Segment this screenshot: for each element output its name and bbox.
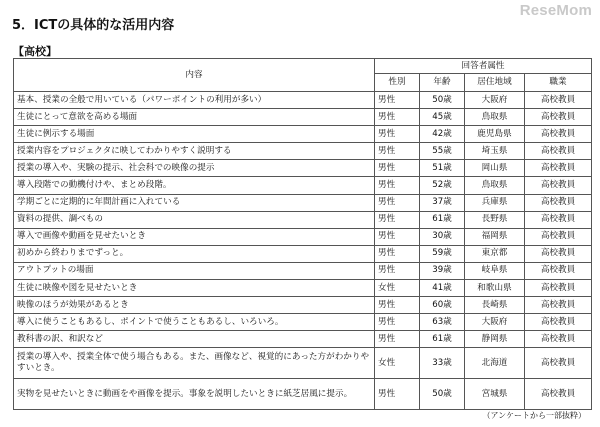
- cell-gender: 男性: [375, 245, 420, 262]
- cell-content: 授業の導入や、授業全体で使う場合もある。また、画像など、視覚的にあった方がわかりやすいとき。: [14, 348, 375, 379]
- cell-job: 高校教員: [525, 211, 592, 228]
- cell-gender: 男性: [375, 143, 420, 160]
- cell-region: 静岡県: [465, 331, 525, 348]
- cell-content: 生徒に例示する場面: [14, 126, 375, 143]
- cell-job: 高校教員: [525, 262, 592, 279]
- cell-gender: 男性: [375, 331, 420, 348]
- cell-job: 高校教員: [525, 92, 592, 109]
- cell-region: 埼玉県: [465, 143, 525, 160]
- cell-age: 41歳: [420, 280, 465, 297]
- cell-gender: 男性: [375, 211, 420, 228]
- cell-gender: 女性: [375, 280, 420, 297]
- table-row: [14, 143, 592, 160]
- cell-gender: 男性: [375, 379, 420, 410]
- cell-age: 60歳: [420, 297, 465, 314]
- table-row: [14, 348, 592, 379]
- table-row: [14, 177, 592, 194]
- table-row: [14, 194, 592, 211]
- cell-content: 資料の提供、調べもの: [14, 211, 375, 228]
- cell-content: 教科書の訳、和訳など: [14, 331, 375, 348]
- cell-content: 生徒に映像や図を見せたいとき: [14, 280, 375, 297]
- cell-region: 鹿児島県: [465, 126, 525, 143]
- table-row: [14, 314, 592, 331]
- cell-gender: 男性: [375, 92, 420, 109]
- cell-age: 50歳: [420, 379, 465, 410]
- cell-content: 基本、授業の全般で用いている（パワーポイントの利用が多い）: [14, 92, 375, 109]
- cell-region: 長崎県: [465, 297, 525, 314]
- cell-age: 51歳: [420, 160, 465, 177]
- cell-content: 導入で画像や動画を見せたいとき: [14, 228, 375, 245]
- cell-age: 61歳: [420, 331, 465, 348]
- cell-job: 高校教員: [525, 143, 592, 160]
- resemom-logo: ReseMom: [519, 2, 592, 19]
- cell-gender: 男性: [375, 297, 420, 314]
- cell-content: 学期ごとに定期的に年間計画に入れている: [14, 194, 375, 211]
- cell-content: 授業内容をプロジェクタに映してわかりやすく説明する: [14, 143, 375, 160]
- cell-job: 高校教員: [525, 331, 592, 348]
- cell-age: 61歳: [420, 211, 465, 228]
- cell-gender: 女性: [375, 348, 420, 379]
- table-row: [14, 92, 592, 109]
- header-age: 年齢: [420, 74, 465, 92]
- cell-content: 導入に使うこともあるし、ポイントで使うこともあるし、いろいろ。: [14, 314, 375, 331]
- cell-job: 高校教員: [525, 348, 592, 379]
- cell-job: 高校教員: [525, 280, 592, 297]
- table-row: [14, 211, 592, 228]
- cell-age: 37歳: [420, 194, 465, 211]
- cell-job: 高校教員: [525, 160, 592, 177]
- cell-job: 高校教員: [525, 109, 592, 126]
- cell-region: 岡山県: [465, 160, 525, 177]
- cell-content: 導入段階での動機付けや、まとめ段階。: [14, 177, 375, 194]
- cell-age: 63歳: [420, 314, 465, 331]
- cell-age: 39歳: [420, 262, 465, 279]
- header-gender: 性別: [375, 74, 420, 92]
- cell-content: 授業の導入や、実験の提示、社会科での映像の提示: [14, 160, 375, 177]
- cell-content: 初めから終わりまでずっと。: [14, 245, 375, 262]
- table-row: [14, 280, 592, 297]
- cell-age: 45歳: [420, 109, 465, 126]
- table-row: [14, 297, 592, 314]
- cell-region: 福岡県: [465, 228, 525, 245]
- subsection-title: 【高校】: [13, 45, 57, 58]
- cell-gender: 男性: [375, 177, 420, 194]
- cell-job: 高校教員: [525, 297, 592, 314]
- table-row: [14, 228, 592, 245]
- header-respondent-attributes: 回答者属性: [375, 59, 592, 74]
- cell-job: 高校教員: [525, 194, 592, 211]
- cell-age: 33歳: [420, 348, 465, 379]
- cell-gender: 男性: [375, 109, 420, 126]
- cell-region: 鳥取県: [465, 109, 525, 126]
- cell-content: 実物を見せたいときに動画をや画像を提示。事象を説明したいときに紙芝居風に提示。: [14, 379, 375, 410]
- cell-age: 55歳: [420, 143, 465, 160]
- cell-job: 高校教員: [525, 126, 592, 143]
- cell-gender: 男性: [375, 262, 420, 279]
- cell-content: 生徒にとって意欲を高める場面: [14, 109, 375, 126]
- cell-gender: 男性: [375, 228, 420, 245]
- cell-gender: 男性: [375, 194, 420, 211]
- cell-region: 大阪府: [465, 314, 525, 331]
- table-row: [14, 379, 592, 410]
- cell-age: 30歳: [420, 228, 465, 245]
- cell-age: 52歳: [420, 177, 465, 194]
- cell-job: 高校教員: [525, 228, 592, 245]
- cell-gender: 男性: [375, 126, 420, 143]
- survey-table: [13, 58, 592, 410]
- section-title: 5．ICTの具体的な活用内容: [12, 18, 175, 33]
- cell-region: 和歌山県: [465, 280, 525, 297]
- cell-gender: 男性: [375, 160, 420, 177]
- table-row: [14, 331, 592, 348]
- cell-age: 59歳: [420, 245, 465, 262]
- table-body: [14, 92, 592, 410]
- cell-age: 42歳: [420, 126, 465, 143]
- cell-job: 高校教員: [525, 314, 592, 331]
- cell-region: 大阪府: [465, 92, 525, 109]
- cell-job: 高校教員: [525, 245, 592, 262]
- table-row: [14, 109, 592, 126]
- cell-job: 高校教員: [525, 177, 592, 194]
- cell-age: 50歳: [420, 92, 465, 109]
- header-content: 内容: [14, 59, 375, 92]
- cell-region: 岐阜県: [465, 262, 525, 279]
- table-row: [14, 160, 592, 177]
- cell-region: 兵庫県: [465, 194, 525, 211]
- cell-region: 宮城県: [465, 379, 525, 410]
- cell-job: 高校教員: [525, 379, 592, 410]
- cell-content: アウトプットの場面: [14, 262, 375, 279]
- cell-region: 鳥取県: [465, 177, 525, 194]
- table-row: [14, 245, 592, 262]
- header-region: 居住地域: [465, 74, 525, 92]
- cell-region: 長野県: [465, 211, 525, 228]
- cell-gender: 男性: [375, 314, 420, 331]
- source-note: （アンケートから一部抜粋）: [482, 411, 586, 420]
- table-row: [14, 126, 592, 143]
- header-job: 職業: [525, 74, 592, 92]
- table-row: [14, 262, 592, 279]
- cell-region: 北海道: [465, 348, 525, 379]
- cell-content: 映像のほうが効果があるとき: [14, 297, 375, 314]
- cell-region: 東京都: [465, 245, 525, 262]
